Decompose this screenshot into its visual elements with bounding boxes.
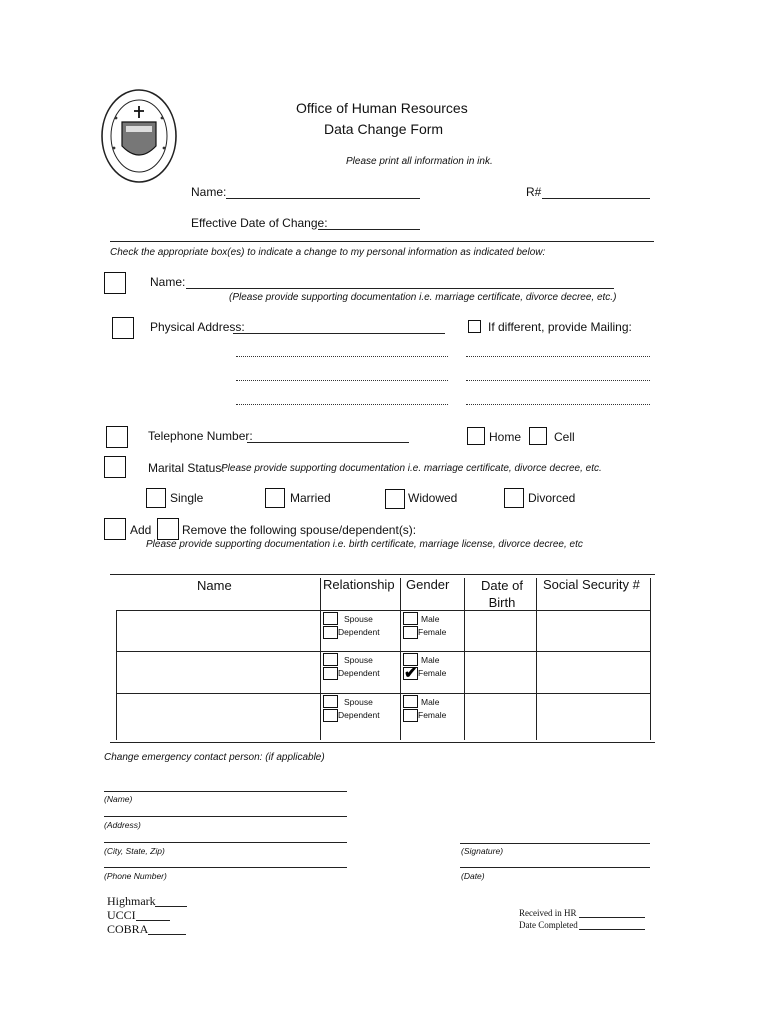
row1-dependent-label: Dependent — [338, 627, 380, 637]
married-label: Married — [290, 491, 331, 505]
table-header-name: Name — [197, 578, 232, 593]
table-col-divider-1 — [320, 578, 321, 740]
table-top-rule — [110, 574, 655, 575]
row3-male-checkbox[interactable] — [403, 695, 418, 708]
row1-dependent-checkbox[interactable] — [323, 626, 338, 639]
date-label: (Date) — [461, 871, 485, 881]
table-header-rule — [116, 610, 651, 611]
emergency-address-field[interactable] — [104, 816, 347, 817]
form-office-title: Office of Human Resources — [296, 100, 468, 116]
form-title: Data Change Form — [324, 121, 444, 137]
ucci-field[interactable] — [136, 920, 170, 921]
received-in-hr-label: Received in HR — [519, 908, 577, 918]
date-field[interactable] — [460, 867, 650, 868]
row2-female-label: Female — [418, 668, 447, 678]
table-col-divider-2 — [400, 578, 401, 740]
cobra-field[interactable] — [148, 934, 186, 935]
emergency-contact-heading: Change emergency contact person: (if applicable) — [104, 752, 325, 763]
date-completed-label: Date Completed — [519, 920, 578, 930]
mailing-address-label: If different, provide Mailing: — [488, 320, 632, 334]
row1-spouse-label: Spouse — [344, 614, 373, 624]
name-label: Name: — [191, 185, 227, 199]
divorced-label: Divorced — [528, 491, 576, 505]
row3-female-label: Female — [418, 710, 447, 720]
table-left-border — [116, 610, 117, 740]
row3-spouse-label: Spouse — [344, 697, 373, 707]
emergency-phone-field[interactable] — [104, 867, 347, 868]
received-in-hr-field[interactable] — [579, 917, 645, 918]
signature-field[interactable] — [460, 843, 650, 844]
marital-status-label: Marital Status: — [148, 461, 225, 475]
row3-dependent-label: Dependent — [338, 710, 380, 720]
row1-spouse-checkbox[interactable] — [323, 612, 338, 625]
date-completed-field[interactable] — [579, 929, 645, 930]
row1-female-label: Female — [418, 627, 447, 637]
dependent-note: Please provide supporting documentation i.e. birth certificate, marriage license, divorce decree, etc — [146, 539, 583, 550]
signature-label: (Signature) — [461, 846, 504, 856]
row2-spouse-checkbox[interactable] — [323, 653, 338, 666]
table-row-rule-2 — [116, 693, 651, 694]
home-phone-label: Home — [489, 430, 522, 444]
widowed-label: Widowed — [408, 491, 458, 505]
single-label: Single — [170, 491, 204, 505]
table-bottom-rule — [110, 742, 655, 743]
row3-female-checkbox[interactable] — [403, 709, 418, 722]
cobra-label: COBRA — [107, 922, 149, 936]
marital-status-note: Please provide supporting documentation i.e. marriage certificate, divorce decree, etc. — [221, 463, 602, 474]
ucci-label: UCCI — [107, 908, 136, 922]
table-col-divider-4 — [536, 578, 537, 740]
name-change-label: Name: — [150, 275, 186, 289]
physical-address-label: Physical Address: — [150, 320, 245, 334]
name-change-note: (Please provide supporting documentation i.e. marriage certificate, divorce decree, etc.) — [229, 292, 617, 303]
telephone-label: Telephone Number: — [148, 429, 253, 443]
highmark-label: Highmark — [107, 894, 156, 908]
cell-phone-label: Cell — [554, 430, 575, 444]
row3-spouse-checkbox[interactable] — [323, 695, 338, 708]
row2-male-label: Male — [421, 655, 440, 665]
ink-instruction: Please print all information in ink. — [346, 156, 493, 167]
remove-dependent-label: Remove the following spouse/dependent(s): — [182, 523, 417, 537]
table-row-rule-1 — [116, 651, 651, 652]
table-right-border — [650, 578, 651, 740]
row3-male-label: Male — [421, 697, 440, 707]
row2-dependent-label: Dependent — [338, 668, 380, 678]
emergency-name-field[interactable] — [104, 791, 347, 792]
r-number-label: R# — [526, 185, 542, 199]
row1-female-checkbox[interactable] — [403, 626, 418, 639]
table-header-dob: Date of Birth — [481, 578, 523, 610]
row3-dependent-checkbox[interactable] — [323, 709, 338, 722]
row2-spouse-label: Spouse — [344, 655, 373, 665]
row2-dependent-checkbox[interactable] — [323, 667, 338, 680]
emergency-phone-label: (Phone Number) — [104, 871, 167, 881]
row1-male-checkbox[interactable] — [403, 612, 418, 625]
emergency-address-label: (Address) — [104, 820, 141, 830]
row2-female-checkmark: ✔ — [404, 665, 418, 682]
row1-male-label: Male — [421, 614, 440, 624]
table-header-relationship: Relationship — [323, 577, 395, 592]
add-dependent-label: Add — [130, 523, 152, 537]
emergency-city-field[interactable] — [104, 842, 347, 843]
check-instruction: Check the appropriate box(es) to indicate a change to my personal information as indicated below: — [110, 247, 546, 258]
effective-date-label: Effective Date of Change: — [191, 216, 328, 230]
highmark-field[interactable] — [155, 906, 187, 907]
table-col-divider-3 — [464, 578, 465, 740]
emergency-name-label: (Name) — [104, 794, 133, 804]
emergency-city-label: (City, State, Zip) — [104, 846, 165, 856]
table-header-gender: Gender — [406, 577, 450, 592]
table-header-ssn: Social Security # — [543, 577, 640, 592]
